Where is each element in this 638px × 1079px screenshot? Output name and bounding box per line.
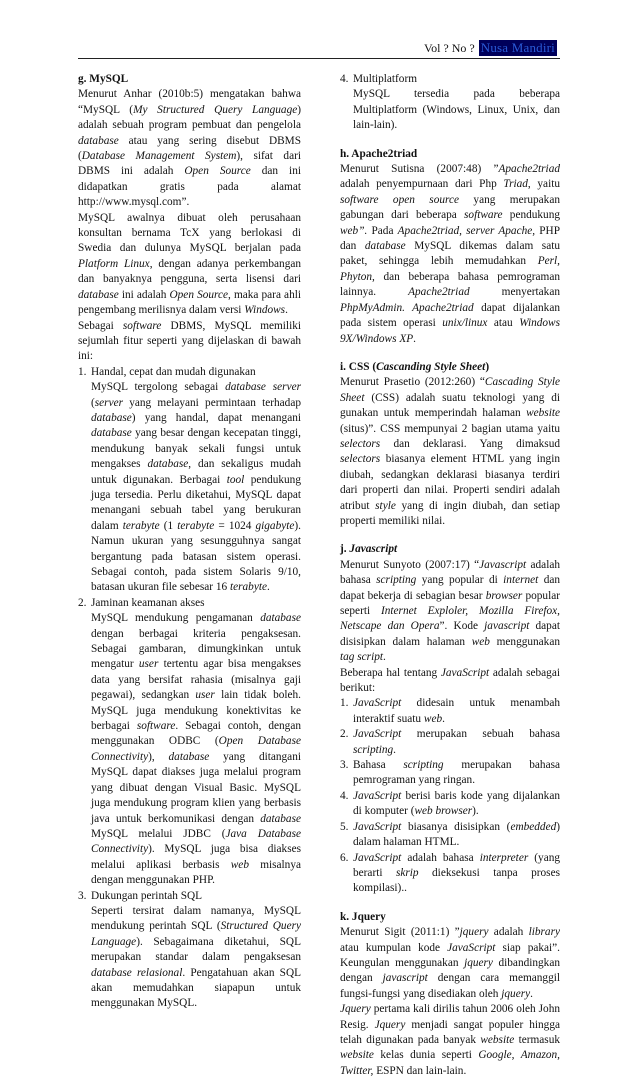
mysql-feature-list-continued — [340, 72, 560, 134]
javascript-list — [340, 696, 560, 896]
left-column — [78, 72, 301, 1012]
javascript-paragraph: Menurut Sunyoto (2007:17) “Javascript adalah bahasa scripting yang popular di internet dan dapat bekerja di sebagian besar browser popular seperti Internet Exploler, Mozilla Firefox, Netscape dan Opera”. Kode javascript dapat disisipkan dalam halaman web menggunakan tag script. — [340, 558, 561, 664]
page-header — [424, 40, 557, 56]
section-g-heading: g. MySQL — [78, 73, 129, 85]
apache2triad-paragraph: Menurut Sutisna (2007:48) ”Apache2triad adalah penyempurnaan dari Php Triad, yaitu software open source yang merupakan gabungan dari beberapa software pendukung web”. Pada Apache2triad, server Apache, PHP dan database MySQL dikemas dalam satu paket, sehingga lebih memudahkan Perl, Phyton, dan beberapa bahasa pemrograman lainnya. Apache2triad menyertakan PhpMyAdmin. Apache2triad dapat dijalankan pada sistem operasi unix/linux atau Windows 9X/Windows XP. — [340, 163, 561, 345]
list-item: 2. Jaminan keamanan akses MySQL mendukung pengamanan database dengan berbagai kriteria pengaksesan. Sebagai gambaran, dimungkinkan untuk mengatur user tertentu agar bisa mengakses data yang bersifat rahasia (misalnya gaji pegawai), sedangkan user lain tidak boleh. MySQL juga mendukung konektivitas ke berbagai software. Sebagai contoh, dengan menggunakan ODBC (Open Database Connectivity), database yang ditangani MySQL dapat diakses juga melalui program yang dibuat dengan Visual Basic. MySQL juga mendukung program klien yang berbasis java untuk berkomunikasi dengan database MySQL melalui JDBC (Java Database Connectivity). MySQL juga bisa diakses melalui aplikasi berbasis web misalnya dengan menggunakan PHP. — [78, 596, 301, 887]
jquery-paragraph-2: Jquery pertama kali dirilis tahun 2006 oleh John Resig. Jquery menjadi sangat populer hingga telah digunakan pada banyak website termasuk website kelas dunia seperti Google, Amazon, Twitter, ESPN dan lain-lain. — [340, 1003, 560, 1077]
journal-name: Nusa Mandiri — [480, 40, 555, 55]
list-item: 2. JavaScript merupakan sebuah bahasa scripting. — [340, 728, 560, 756]
section-i-heading: i. CSS (Cascanding Style Sheet) — [340, 360, 490, 373]
list-item: 4. JavaScript berisi baris kode yang dijalankan di komputer (web browser). — [340, 789, 560, 818]
section-h-heading: h. Apache2triad — [340, 147, 418, 160]
list-item: 3. Dukungan perintah SQL Seperti tersirat dalam namanya, MySQL mendukung perintah SQL (Structured Query Language). Sebagaimana diketahui, SQL merupakan standar dalam pengaksesan database relasional. Pengatahuan akan SQL akan memudahkan siapapun untuk menggunakan MySQL. — [78, 889, 302, 1010]
list-item: 6. JavaScript adalah bahasa interpreter (yang berarti skrip dieksekusi tanpa proses kompilasi).. — [340, 851, 561, 895]
mysql-feature-list — [78, 365, 301, 1012]
mysql-paragraph-1: Menurut Anhar (2010b:5) mengatakan bahwa “MySQL (My Structured Query Language) adalah sebuah program pembuat dan pengelola database atau yang sering disebut DBMS (Database Management System), sifat dari DBMS ini adalah Open Source dan ini didapatkan gratis pada alamat http://www.mysql.com”. — [78, 88, 301, 209]
javascript-intro: Beberapa hal tentang JavaScript adalah sebagai berikut: — [340, 666, 560, 695]
list-item: 5. JavaScript biasanya disisipkan (embedded) dalam halaman HTML. — [340, 820, 560, 849]
section-k-heading: k. Jquery — [340, 910, 386, 923]
section-j-heading: j. Javascript — [340, 543, 398, 556]
mysql-paragraph-3: Sebagai software DBMS, MySQL memiliki sejumlah fitur seperti yang dijelaskan di bawah ini: — [78, 319, 301, 363]
list-item: 1. Handal, cepat dan mudah digunakan MySQL tergolong sebagai database server (server yang melayani permintaan terhadap database) yang handal, dapat menangani database yang besar dengan kecepatan tinggi, mendukung banyak sekali fungsi untuk mengakses database, dan sekaligus mudah untuk digunakan. Berbagai tool pendukung juga tersedia. Perlu diketahui, MySQL dapat menangani sebuah tabel yang berukuran dalam terabyte (1 terabyte = 1024 gigabyte). Namun ukuran yang sesungguhnya sangat bergantung pada batasan sistem operasi. Sebagai contoh, pada sistem Solaris 9/10, batasan ukuran file sebesar 16 terabyte. — [78, 365, 301, 594]
mysql-paragraph-2: MySQL awalnya dibuat oleh perusahaan konsultan bernama TcX yang berlokasi di Swedia dan dulunya MySQL berjalan pada Platform Linux, dengan adanya perkembangan dan banyaknya pengguna, serta lisensi dari database ini adalah Open Source, maka para ahli pengembang merilisnya dalam versi Windows. — [78, 211, 302, 317]
css-paragraph: Menurut Prasetio (2012:260) “Cascading Style Sheet (CSS) adalah suatu teknologi yang di gunakan untuk memperindah halaman website (situs)”. CSS mempunyai 2 bagian utama yaitu selectors dan deklarasi. Yang dimaksud selectors biasanya element HTML yang ingin diubah, sedangkan deklarasi biasanya terdiri dari properti dan nilai. Properti sendiri adalah atribut style yang di ingin diubah, dan setiap properti memiliki nilai. — [340, 376, 560, 527]
jquery-paragraph-1: Menurut Sigit (2011:1) ”jquery adalah library atau kumpulan kode JavaScript siap pakai”. Keungulan menggunakan jquery dibandingkan dengan javascript dengan cara memanggil fungsi-fungsi yang disediakan oleh jquery. — [340, 926, 560, 1000]
right-column — [340, 72, 560, 1079]
list-item: 4. Multiplatform MySQL tersedia pada beberapa Multiplatform (Windows, Linux, Unix, dan lain-lain). — [340, 73, 560, 132]
volume-number: Vol ? No ? — [423, 41, 475, 55]
header-rule — [78, 58, 560, 59]
list-item: 3. Bahasa scripting merupakan bahasa pemrograman yang ringan. — [340, 759, 560, 787]
list-item: 1. JavaScript didesain untuk menambah interaktif suatu web. — [340, 697, 560, 725]
